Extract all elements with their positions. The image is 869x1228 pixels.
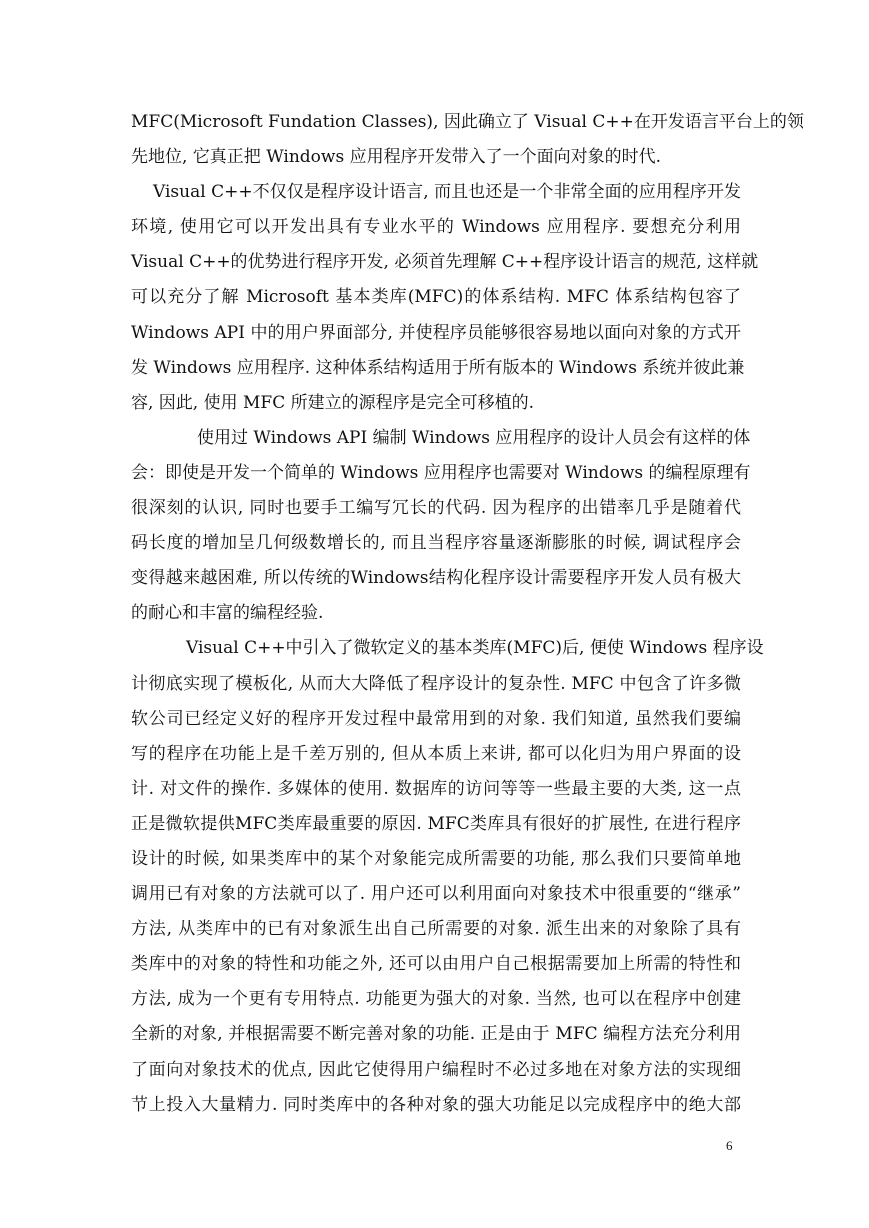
text-line: 计彻底实现了模板化, 从而大大降低了程序设计的复杂性. MFC 中包含了许多微 [131,673,741,694]
text-line: 的耐心和丰富的编程经验. [131,603,324,624]
text-line: Visual C++不仅仅是程序设计语言, 而且也还是一个非常全面的应用程序开发 [153,182,741,203]
text-line: 先地位, 它真正把 Windows 应用程序开发带入了一个面向对象的时代. [131,147,661,168]
paragraph [131,105,804,175]
text-line: 写的程序在功能上是千差万别的, 但从本质上来讲, 都可以化归为用户界面的设 [131,743,741,764]
text-line: 设计的时候, 如果类库中的某个对象能完成所需要的功能, 那么我们只要简单地 [131,848,741,869]
text-line: Visual C++的优势进行程序开发, 必须首先理解 C++程序设计语言的规范, 这样就 [131,252,759,273]
text-line: MFC(Microsoft Fundation Classes), 因此确立了 Visual C++在开发语言平台上的领 [131,112,804,132]
page-number: 6 [726,1138,733,1153]
paragraph [131,421,751,632]
text-line: 了面向对象技术的优点, 因此它使得用户编程时不必过多地在对象方法的实现细 [131,1059,741,1080]
text-line: 容, 因此, 使用 MFC 所建立的源程序是完全可移植的. [131,392,535,413]
document-body [131,105,804,1123]
text-line: 软公司已经定义好的程序开发过程中最常用到的对象. 我们知道, 虽然我们要编 [131,708,741,729]
text-line: 很深刻的认识, 同时也要手工编写冗长的代码. 因为程序的出错率几乎是随着代 [131,498,741,519]
text-line: 使用过 Windows API 编制 Windows 应用程序的设计人员会有这样的体 [197,427,751,448]
text-line: 计. 对文件的操作. 多媒体的使用. 数据库的访问等等一些最主要的大类, 这一点 [131,778,741,799]
text-line: 可以充分了解 Microsoft 基本类库(MFC)的体系结构. MFC 体系结构包容了 [131,287,741,308]
text-line: 方法, 成为一个更有专用特点. 功能更为强大的对象. 当然, 也可以在程序中创建 [131,989,741,1010]
text-line: 方法, 从类库中的已有对象派生出自己所需要的对象. 派生出来的对象除了具有 [131,919,741,940]
text-line: 正是微软提供MFC类库最重要的原因. MFC类库具有很好的扩展性, 在进行程序 [131,813,741,834]
text-line: 环境, 使用它可以开发出具有专业水平的 Windows 应用程序. 要想充分利用 [131,217,741,238]
text-line: 节上投入大量精力. 同时类库中的各种对象的强大功能足以完成程序中的绝大部 [131,1094,741,1115]
paragraph [131,175,759,421]
text-line: Visual C++中引入了微软定义的基本类库(MFC)后, 便使 Windows 程序设 [186,638,764,659]
text-line: 会：即使是开发一个简单的 Windows 应用程序也需要对 Windows 的编程原理有 [131,462,751,483]
text-line: 全新的对象, 并根据需要不断完善对象的功能. 正是由于 MFC 编程方法充分利用 [131,1024,741,1045]
paragraph [131,631,764,1122]
text-line: 类库中的对象的特性和功能之外, 还可以由用户自己根据需要加上所需的特性和 [131,954,741,975]
text-line: 变得越来越困难, 所以传统的Windows结构化程序设计需要程序开发人员有极大 [131,568,741,589]
text-line: 码长度的增加呈几何级数增长的, 而且当程序容量逐渐膨胀的时候, 调试程序会 [131,533,741,554]
text-line: 发 Windows 应用程序. 这种体系结构适用于所有版本的 Windows 系统并彼此兼 [131,357,745,378]
text-line: 调用已有对象的方法就可以了. 用户还可以利用面向对象技术中很重要的“继承” [131,884,741,905]
text-line: Windows API 中的用户界面部分, 并使程序员能够很容易地以面向对象的方式开 [131,322,741,343]
